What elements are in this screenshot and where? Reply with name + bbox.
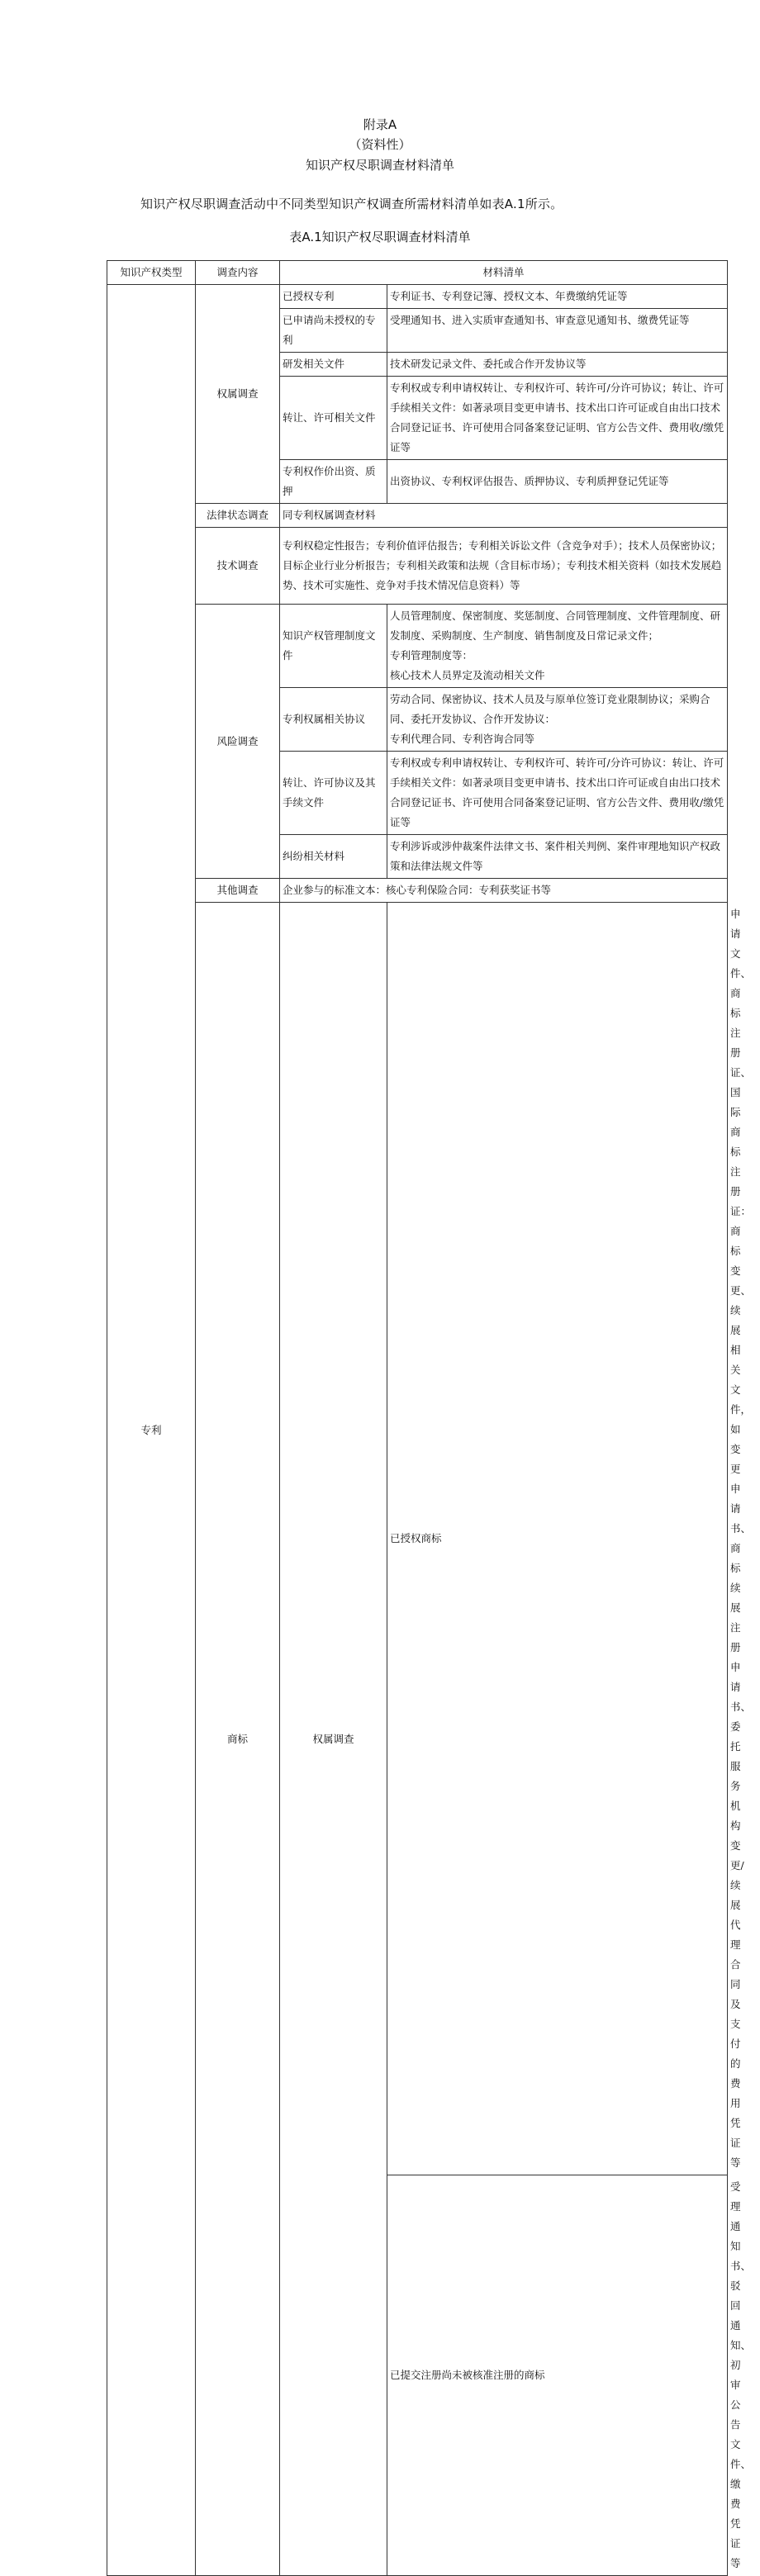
item-cell: 纠纷相关材料: [280, 835, 387, 879]
table-row: 已提交注册尚未被核准注册的商标 受理通知书、驳回通知、初审公告文件、缴费凭证等: [107, 2175, 728, 2576]
survey-patent-technical: 技术调查: [196, 528, 280, 605]
item-cell: 已授权专利: [280, 285, 387, 309]
item-cell: 已授权商标: [387, 903, 728, 2175]
item-cell: 知识产权管理制度文件: [280, 605, 387, 688]
appendix-nature: （资料性）: [349, 137, 411, 152]
table-row: [107, 285, 728, 309]
materials-line: 专利管理制度等：: [390, 649, 473, 662]
materials-table: [107, 260, 752, 2576]
document-title: 知识产权尽职调查材料清单: [305, 158, 454, 173]
survey-patent-risk: 风险调查: [196, 605, 280, 879]
materials-cell: 技术研发记录文件、委托或合作开发协议等: [387, 353, 728, 377]
survey-patent-legal-status: 法律状态调查: [196, 504, 280, 528]
materials-cell: 专利权或专利申请权转让、专利权许可、转许可/分许可协议；转让、许可手续相关文件：如著录项目变更申请书、技术出口许可证或自由出口技术合同登记证书、许可使用合同备案登记证明、官方公告文件、费用收/缴凭证等: [387, 377, 728, 460]
table-row: [107, 504, 728, 528]
materials-line: 人员管理制度、保密制度、奖惩制度、合同管理制度、文件管理制度、研发制度、采购制度、生产制度、销售制度及日常记录文件；: [390, 610, 721, 642]
ip-type-trademark: 商标: [196, 903, 280, 2576]
header-ip-type: 知识产权类型: [107, 261, 196, 285]
header-survey-content: 调查内容: [196, 261, 280, 285]
materials-cell: 同专利权属调查材料: [280, 504, 728, 528]
survey-patent-other: 其他调查: [196, 879, 280, 903]
materials-cell: [387, 688, 728, 752]
table-row: [107, 528, 728, 605]
table-row: [107, 605, 728, 688]
materials-cell: 专利权或专利申请权转让、专利权许可、转许可/分许可协议：转让、许可手续相关文件：如著录项目变更申请书、技术出口许可证或自由出口技术合同登记证书、许可使用合同备案登记证明、官方公告文件、费用收/缴凭证等: [387, 752, 728, 835]
materials-line: 核心技术人员界定及流动相关文件: [390, 669, 545, 681]
materials-cell: 企业参与的标准文本：核心专利保险合同：专利获奖证书等: [280, 879, 728, 903]
materials-line: 劳动合同、保密协议、技术人员及与原单位签订竞业限制协议；采购合同、委托开发协议、合作开发协议：: [390, 693, 710, 725]
item-cell: 转让、许可相关文件: [280, 377, 387, 460]
materials-cell: [387, 605, 728, 688]
table-header-row: [107, 261, 728, 285]
header-materials: 材料清单: [280, 261, 728, 285]
table-row: 商标 权属调查 已授权商标 申请文件、商标注册证、国际商标注册证： 商标变更、续展相关文件，如变更申请书、商标续展注册申请书、委托服务机构变更/续展代理合同及支付的费用凭证等: [107, 903, 728, 2175]
survey-patent-ownership: 权属调查: [196, 285, 280, 504]
ip-type-patent: 专利: [107, 285, 196, 2576]
materials-cell: 出资协议、专利权评估报告、质押协议、专利质押登记凭证等: [387, 460, 728, 504]
item-cell: 已提交注册尚未被核准注册的商标: [387, 2175, 728, 2576]
table-caption: 表A.1知识产权尽职调查材料清单: [289, 230, 471, 244]
materials-cell: 专利证书、专利登记簿、授权文本、年费缴纳凭证等: [387, 285, 728, 309]
materials-line: 专利代理合同、专利咨询合同等: [390, 733, 535, 745]
materials-cell: 受理通知书、进入实质审查通知书、审查意见通知书、缴费凭证等: [387, 309, 728, 353]
intro-paragraph: 知识产权尽职调查活动中不同类型知识产权调查所需材料清单如表A.1所示。: [140, 197, 563, 211]
appendix-label: 附录A: [363, 117, 397, 132]
item-cell: 专利权作价出资、质押: [280, 460, 387, 504]
materials-cell: 专利涉诉或涉仲裁案件法律文书、案件相关判例、案件审理地知识产权政策和法律法规文件等: [387, 835, 728, 879]
item-cell: 已申请尚未授权的专利: [280, 309, 387, 353]
survey-trademark-ownership: 权属调查: [280, 903, 387, 2576]
materials-cell: 专利权稳定性报告；专利价值评估报告；专利相关诉讼文件（含竞争对手）；技术人员保密协议；目标企业行业分析报告；专利相关政策和法规（含目标市场）；专利技术相关资料（如技术发展趋势、技术可实施性、竞争对手技术情况信息资料）等: [280, 528, 728, 605]
table-row: [107, 879, 728, 903]
item-cell: 专利权属相关协议: [280, 688, 387, 752]
item-cell: 研发相关文件: [280, 353, 387, 377]
item-cell: 转让、许可协议及其手续文件: [280, 752, 387, 835]
